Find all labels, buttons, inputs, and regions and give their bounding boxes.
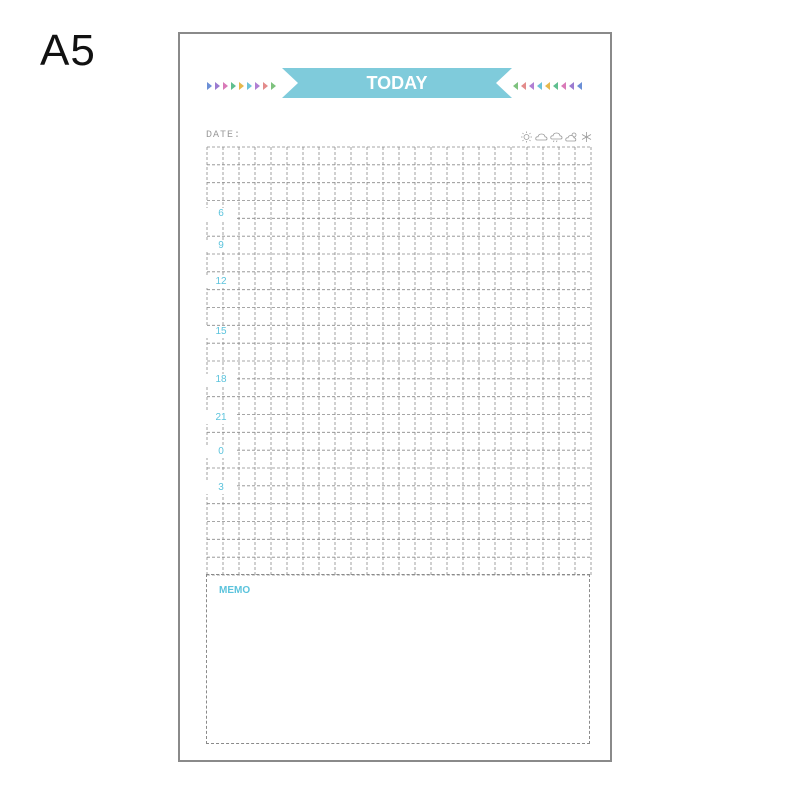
cloud-rain-icon[interactable] (550, 130, 563, 142)
hour-label: 18 (206, 374, 236, 386)
hour-labels (206, 146, 236, 574)
title-banner (282, 68, 512, 103)
hour-label: 3 (206, 482, 236, 494)
arrow-left-icon (512, 78, 519, 88)
arrow-right-icon (246, 78, 253, 88)
arrow-left-icon (568, 78, 575, 88)
arrow-right-icon (214, 78, 221, 88)
hour-label: 12 (206, 276, 236, 288)
hour-grid (206, 146, 592, 576)
hour-label: 6 (206, 208, 236, 220)
hour-label: 9 (206, 240, 236, 252)
arrow-right-icon (206, 78, 213, 88)
sun-icon[interactable] (520, 130, 533, 142)
weather-icons (520, 130, 593, 142)
date-label: DATE: (206, 130, 242, 141)
page-size-label: A5 (40, 26, 96, 75)
page-title: TODAY (366, 72, 428, 93)
arrow-left-icon (560, 78, 567, 88)
cloud-icon[interactable] (535, 130, 548, 142)
hour-label: 21 (206, 412, 236, 424)
arrow-left-icon (552, 78, 559, 88)
decorative-arrows-left (206, 78, 277, 88)
snow-icon[interactable] (580, 130, 593, 142)
arrow-right-icon (238, 78, 245, 88)
hour-label: 0 (206, 446, 236, 458)
memo-box[interactable] (206, 574, 590, 744)
arrow-right-icon (222, 78, 229, 88)
arrow-right-icon (270, 78, 277, 88)
arrow-left-icon (520, 78, 527, 88)
arrow-left-icon (528, 78, 535, 88)
decorative-arrows-right (512, 78, 583, 88)
hour-label: 15 (206, 326, 236, 338)
arrow-right-icon (230, 78, 237, 88)
planner-sheet (178, 32, 612, 762)
memo-label: MEMO (219, 585, 251, 596)
cloud-sun-icon[interactable] (565, 130, 578, 142)
arrow-right-icon (262, 78, 269, 88)
arrow-left-icon (536, 78, 543, 88)
arrow-right-icon (254, 78, 261, 88)
arrow-left-icon (576, 78, 583, 88)
arrow-left-icon (544, 78, 551, 88)
